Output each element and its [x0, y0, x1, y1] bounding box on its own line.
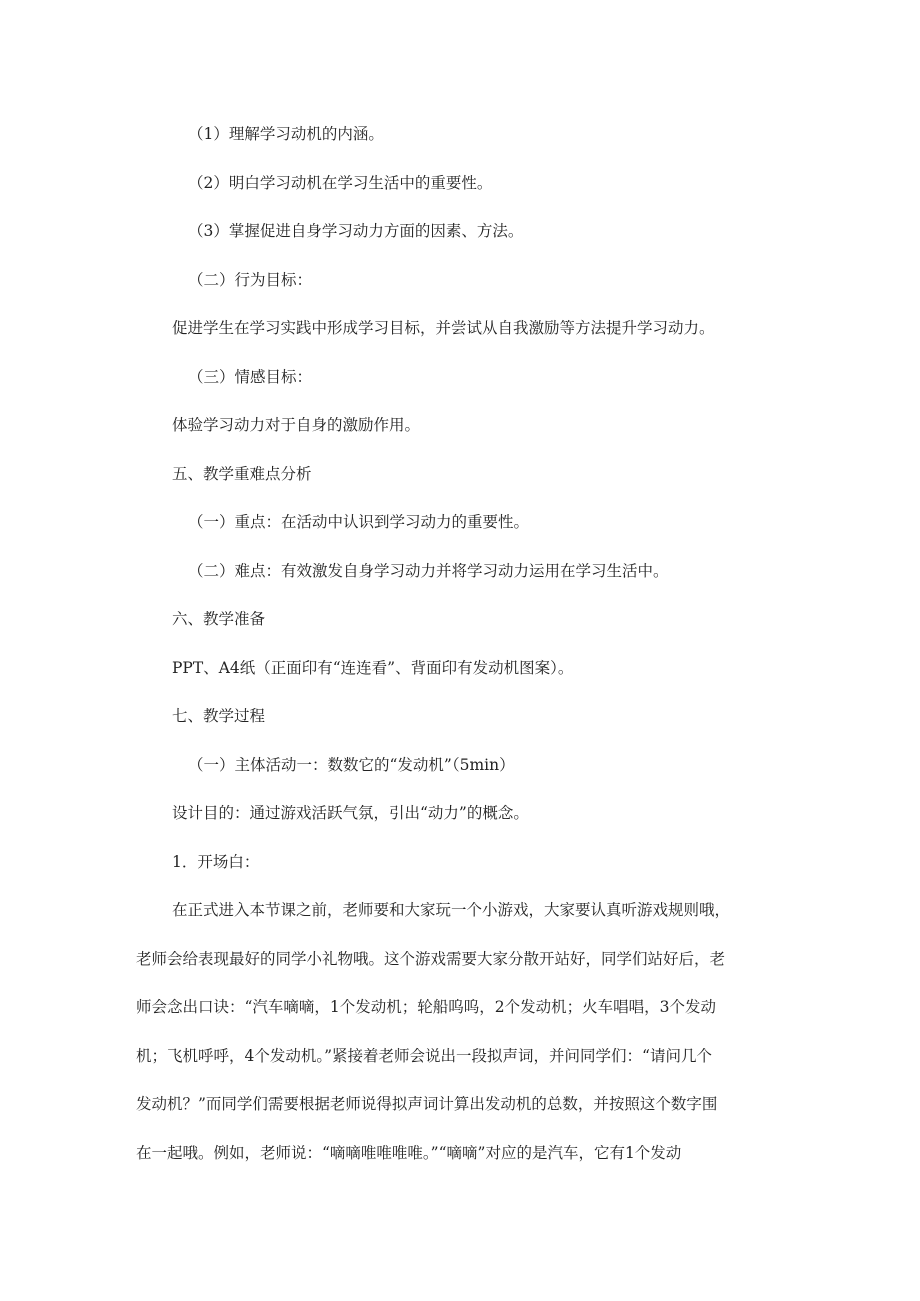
paragraph-line: 老师会给表现最好的同学小礼物哦。这个游戏需要大家分散开站好，同学们站好后，老 [136, 949, 726, 968]
design-purpose: 设计目的：通过游戏活跃气氛，引出“动力”的概念。 [172, 804, 529, 822]
difficult-point: （二）难点：有效激发自身学习动力并将学习动力运用在学习生活中。 [188, 562, 669, 580]
opening-heading: 1．开场白： [172, 853, 260, 871]
section-heading-7: 七、教学过程 [172, 707, 266, 725]
paragraph-line: 在正式进入本节课之前，老师要和大家玩一个小游戏，大家要认真听游戏规则哦， [172, 901, 731, 919]
paragraph-line: 发动机？”而同学们需要根据老师说得拟声词计算出发动机的总数，并按照这个数字围 [136, 1095, 718, 1113]
behavior-goal-heading: （二）行为目标： [188, 271, 313, 289]
section-heading-5: 五、教学重难点分析 [172, 465, 312, 483]
opening-paragraph [136, 899, 786, 1190]
paragraph-line: 机；飞机呼呼，4个发动机。”紧接着老师会说出一段拟声词，并问同学们：“请问几个 [136, 1046, 712, 1065]
paragraph-line: 在一起哦。例如，老师说：“嘀嘀唯唯唯唯。”“嘀嘀”对应的是汽车，它有1个发动 [136, 1143, 682, 1162]
emotion-goal-text: 体验学习动力对于自身的激励作用。 [172, 416, 421, 434]
preparation-text: PPT、A4纸（正面印有“连连看”、背面印有发动机图案）。 [172, 659, 574, 677]
activity-heading: （一）主体活动一：数数它的“发动机”（5min） [188, 756, 515, 774]
key-point: （一）重点：在活动中认识到学习动力的重要性。 [188, 513, 530, 531]
objective-item-2: （2）明白学习动机在学习生活中的重要性。 [188, 174, 493, 192]
objective-item-1: （1）理解学习动机的内涵。 [188, 125, 384, 143]
paragraph-line: 师会念出口诀：“汽车嘀嘀，1个发动机；轮船呜呜，2个发动机；火车唱唱，3个发动 [136, 998, 717, 1016]
objective-item-3: （3）掌握促进自身学习动力方面的因素、方法。 [188, 222, 524, 240]
section-heading-6: 六、教学准备 [172, 610, 266, 628]
behavior-goal-text: 促进学生在学习实践中形成学习目标，并尝试从自我激励等方法提升学习动力。 [172, 319, 715, 337]
emotion-goal-heading: （三）情感目标： [188, 368, 313, 386]
